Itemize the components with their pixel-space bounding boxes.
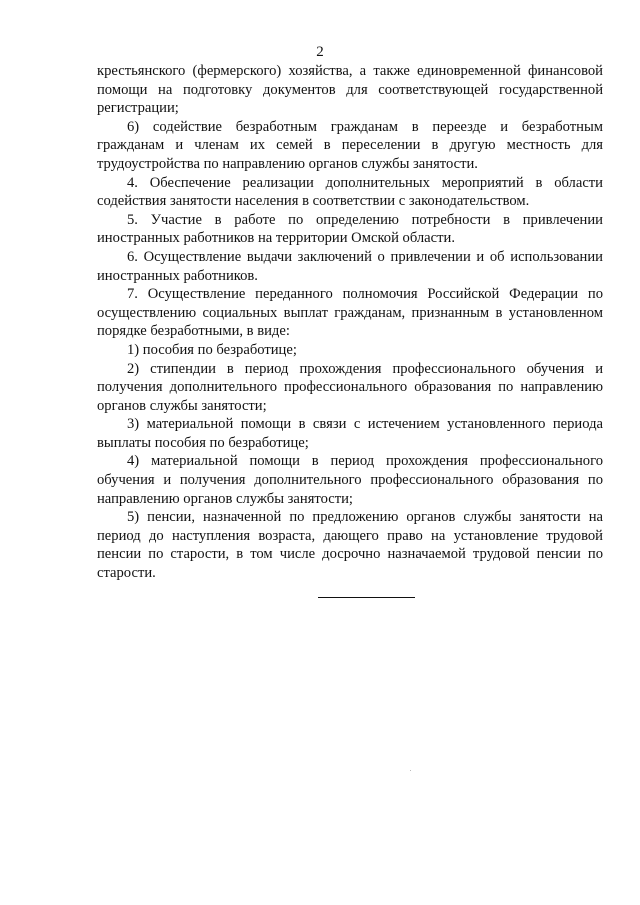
page-number: 2 bbox=[316, 44, 324, 60]
paragraph-subitem-1: 1) пособия по безработице; bbox=[127, 341, 297, 358]
paragraph-subitem-5: 5) пенсии, назначенной по предложению органов службы занятости на период до наступления возраста, дающего право на установление трудовой пенсии по старости, в том числе досрочно назначаемой трудовой пенсии по старости. bbox=[97, 509, 603, 582]
paragraph-item-6: 6. Осуществление выдачи заключений о привлечении и об использовании иностранных работников. bbox=[97, 248, 603, 284]
closing-rule bbox=[318, 597, 415, 598]
paragraph-subitem-3: 3) материальной помощи в связи с истечением установленного периода выплаты пособия по безработице; bbox=[97, 416, 603, 451]
paragraph-subitem-2: 2) стипендии в период прохождения профессионального обучения и получения дополнительного профессионального образования по направлению органов службы занятости; bbox=[97, 360, 603, 414]
paragraph-item-7: 7. Осуществление переданного полномочия Российской Федерации по осуществлению социальных выплат гражданам, признанным в установленном порядке безработными, в виде: bbox=[97, 286, 603, 340]
scan-speck bbox=[410, 770, 411, 771]
paragraph-subitem-4: 4) материальной помощи в период прохождения профессионального обучения и получения дополнительного профессионального образования по направлению органов службы занятости; bbox=[97, 453, 603, 507]
paragraph-item-4: 4. Обеспечение реализации дополнительных мероприятий в области содействия занятости населения в соответствии с законодательством. bbox=[97, 174, 603, 210]
paragraph-item-5: 5. Участие в работе по определению потребности в привлечении иностранных работников на территории Омской области. bbox=[97, 211, 603, 247]
paragraph-item-6-resettlement: 6) содействие безработным гражданам в переезде и безработным гражданам и членам их семей в переселении в другую местность для трудоустройства по направлению органов службы занятости. bbox=[97, 118, 603, 172]
paragraph-continuation: крестьянского (фермерского) хозяйства, а также единовременной финансовой помощи на подготовку документов для соответствующей государственной регистрации; bbox=[97, 63, 603, 117]
document-body bbox=[97, 62, 603, 583]
